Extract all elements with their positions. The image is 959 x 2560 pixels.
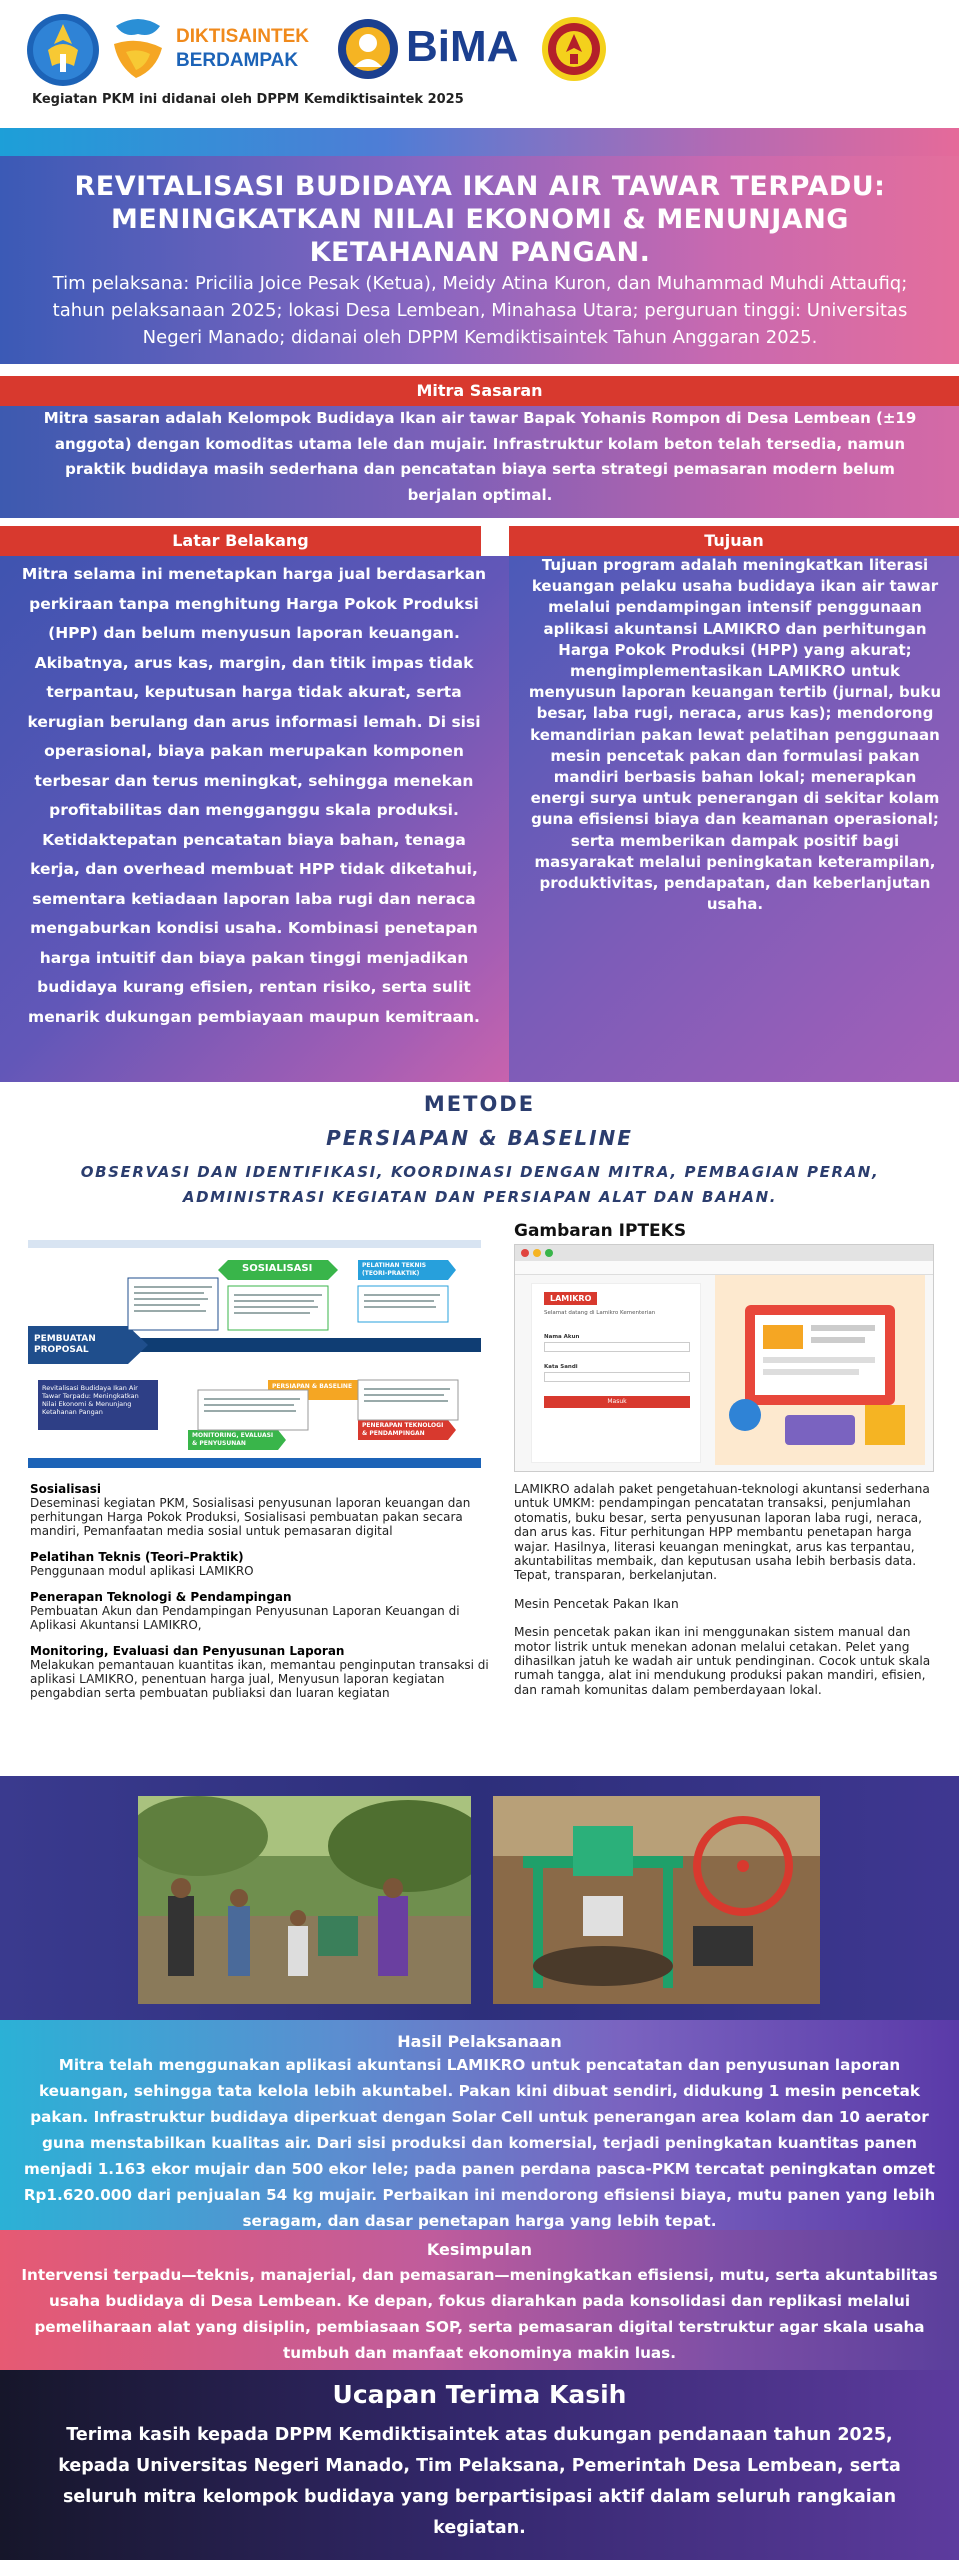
app-illustration bbox=[715, 1275, 925, 1465]
browser-tabbar bbox=[515, 1245, 934, 1261]
step-desc: Melakukan pemantauan kuantitas ikan, memantau penginputan transaksi di aplikasi LAMIKRO, penentuan harga jual, Menyusun laporan kegiatan pengabdian serta pembuatan publiaksi dan luaran kegiatan bbox=[30, 1658, 489, 1700]
logo-text-bima: BiMA bbox=[406, 22, 519, 71]
title-line-3: KETAHANAN PANGAN. bbox=[309, 237, 651, 268]
method-steps bbox=[30, 1482, 490, 1712]
diagram-label-pelatihan: PELATIHAN TEKNIS (TEORI-PRAKTIK) bbox=[362, 1262, 427, 1277]
tut-wuri-handayani-logo bbox=[24, 10, 102, 90]
login-field1-label: Nama Akun bbox=[544, 1334, 580, 1340]
login-username-input[interactable] bbox=[544, 1342, 690, 1352]
diagram-label-persiapan: PERSIAPAN & BASELINE bbox=[272, 1383, 353, 1390]
persiapan-title: PERSIAPAN & BASELINE bbox=[326, 1126, 633, 1150]
tujuan-text: Tujuan program adalah meningkatkan literasi keuangan pelaku usaha budidaya ikan air tawar melalui pendampingan intensif penggunaan aplikasi akuntansi LAMIKRO dan perhitungan Harga Pokok Produksi (HPP) yang akurat; mengimplementasikan LAMIKRO untuk menyusun laporan keuangan tertib (jurnal, buku besar, laba rugi, neraca, arus kas); mendorong kemandirian pakan lewat pelatihan penggunaan mesin pencetak pakan dan formulasi pakan mandiri berbasis bahan lokal; menerapkan energi surya untuk penerangan di sekitar kolam guna efisiensi biaya dan keamanan operasional; serta memberikan dampak positif bagi masyarakat melalui peningkatan keterampilan, produktivitas, pendapatan, dan keberlanjutan usaha. bbox=[528, 556, 942, 914]
terima-text: Terima kasih kepada DPPM Kemdiktisaintek atas dukungan pendanaan tahun 2025, kepada Universitas Negeri Manado, Tim Pelaksana, Pemerintah Desa Lembean, serta seluruh mitra kelompok budidaya yang berpartisipasi aktif dalam seluruh rangkaian kegiatan. bbox=[58, 2425, 901, 2538]
lamikro-brand: LAMIKRO bbox=[544, 1292, 597, 1305]
diagram-label-penerapan: PENERAPAN TEKNOLOGI & PENDAMPINGAN bbox=[362, 1422, 444, 1437]
login-tagline: Selamat datang di Lamikro Kementerian bbox=[544, 1310, 656, 1316]
logo-text-berdampak: BERDAMPAK bbox=[176, 50, 299, 71]
diagram-label-judul: Revitalisasi Budidaya Ikan Air Tawar Terpadu: Meningkatkan Nilai Ekonomi & Menunjang Ketahanan Pangan bbox=[42, 1384, 139, 1416]
observasi-text: OBSERVASI DAN IDENTIFIKASI, KOORDINASI DENGAN MITRA, PEMBAGIAN PERAN, ADMINISTRASI KEGIATAN DAN PERSIAPAN ALAT DAN BAHAN. bbox=[80, 1163, 880, 1206]
diktisaintek-emblem-icon bbox=[108, 16, 168, 82]
team-info: Tim pelaksana: Pricilia Joice Pesak (Ketua), Meidy Atina Kuron, dan Muhammad Muhdi Attaufiq; tahun pelaksanaan 2025; lokasi Desa Lembean, Minahasa Utara; perguruan tinggi: Universitas Negeri Manado; didanai oleh DPPM Kemdiktisaintek Tahun Anggaran 2025. bbox=[52, 273, 908, 348]
method-flow-diagram bbox=[28, 1240, 481, 1468]
login-button[interactable]: Masuk bbox=[544, 1396, 690, 1408]
login-card bbox=[531, 1283, 701, 1463]
diagram-label-sosialisasi: SOSIALISASI bbox=[242, 1263, 313, 1274]
ipteks-title: Gambaran IPTEKS bbox=[514, 1221, 687, 1241]
metode-title: METODE bbox=[423, 1092, 536, 1116]
kesimpulan-text: Intervensi terpadu—teknis, manajerial, dan pemasaran—meningkatkan efisiensi, mutu, serta akuntabilitas usaha budidaya di Desa Lembean. Ke depan, fokus diarahkan pada konsolidasi dan replikasi melalui pemeliharaan alat yang disiplin, pembiasaan SOP, serta pemasaran digital terstruktur agar skala usaha tumbuh dan manfaat ekonominya makin luas. bbox=[21, 2266, 938, 2362]
hasil-heading: Hasil Pelaksanaan bbox=[397, 2032, 562, 2051]
latar-text: Mitra selama ini menetapkan harga jual berdasarkan perkiraan tanpa menghitung Harga Pokok Produksi (HPP) dan belum menyusun laporan keuangan. Akibatnya, arus kas, margin, dan titik impas tidak terpantau, keputusan harga tidak akurat, serta kerugian berulang dan arus informasi lemah. Di sisi operasional, biaya pakan merupakan komponen terbesar dan terus meningkat, sehingga menekan profitabilitas dan mengganggu skala produksi. Ketidaktepatan pencatatan biaya bahan, tenaga kerja, dan overhead membuat HPP tidak diketahui, sementara ketiadaan laporan laba rugi dan neraca mengaburkan kondisi usaha. Kombinasi penetapan harga intuitif dan biaya pakan tinggi menjadikan budidaya kurang efisien, rentan risiko, serta sulit menarik dukungan pembiayaan maupun kemitraan. bbox=[21, 565, 487, 1026]
mitra-text: Mitra sasaran adalah Kelompok Budidaya Ikan air tawar Bapak Yohanis Rompon di Desa Lembean (±19 anggota) dengan komoditas utama lele dan mujair. Infrastruktur kolam beton telah tersedia, namun praktik budidaya masih sederhana dan pencatatan biaya serta strategi pemasaran modern belum berjalan optimal. bbox=[43, 409, 917, 504]
bima-logo bbox=[336, 14, 536, 84]
mesin-description: Mesin pencetak pakan ikan ini menggunakan sistem manual dan motor listrik untuk menekan adonan melalui cetakan. Pelet yang dihasilkan jatuh ke wadah air untuk pendinginan. Cocok untuk skala rumah tangga, alat ini mendukung produksi pakan mandiri, efisien, dan ramah komunitas dalam pemberdayaan lokal. bbox=[514, 1625, 931, 1697]
diktisaintek-berdampak-logo bbox=[108, 16, 333, 82]
step-title: Penerapan Teknologi & Pendampingan bbox=[30, 1590, 292, 1604]
header bbox=[0, 0, 959, 128]
diagram-label-monitoring: MONITORING, EVALUASI & PENYUSUNAN bbox=[192, 1432, 274, 1447]
bima-emblem-icon bbox=[336, 17, 400, 81]
mitra-heading: Mitra Sasaran bbox=[0, 376, 959, 406]
mesin-heading: Mesin Pencetak Pakan Ikan bbox=[514, 1596, 679, 1611]
step-title: Monitoring, Evaluasi dan Penyusunan Laporan bbox=[30, 1644, 345, 1658]
ipteks-description bbox=[514, 1482, 938, 1711]
kesimpulan-heading: Kesimpulan bbox=[426, 2240, 533, 2259]
funding-caption: Kegiatan PKM ini didanai oleh DPPM Kemdiktisaintek 2025 bbox=[32, 92, 464, 107]
logo-text-diktisaintek: DIKTISAINTEK bbox=[176, 26, 309, 47]
tujuan-heading: Tujuan bbox=[509, 526, 959, 556]
decorative-strip bbox=[0, 128, 959, 156]
step-title: Pelatihan Teknis (Teori–Praktik) bbox=[30, 1550, 244, 1564]
terima-heading: Ucapan Terima Kasih bbox=[332, 2380, 627, 2409]
window-max-icon bbox=[545, 1249, 553, 1257]
step-desc: Penggunaan modul aplikasi LAMIKRO bbox=[30, 1564, 254, 1578]
window-min-icon bbox=[533, 1249, 541, 1257]
lamikro-description: LAMIKRO adalah paket pengetahuan-teknologi akuntansi sederhana untuk UMKM: pendampingan pencatatan transaksi, penjumlahan otomatis, buku besar, serta penyusunan laporan laba rugi, neraca, dan arus kas. Fitur perhitungan HPP membantu penetapan harga wajar. Hasilnya, literasi keuangan meningkat, arus kas terpantau, akuntabilitas membaik, dan keputusan usaha lebih berbasis data. Tepat, transparan, berkelanjutan. bbox=[514, 1482, 930, 1583]
step-desc: Deseminasi kegiatan PKM, Sosialisasi penyusunan laporan keuangan dan perhitungan Harga Pokok Produksi, Sosialisasi pembuatan pakan secara mandiri, Pemanfaatan media sosial untuk pemasaran digital bbox=[30, 1496, 471, 1538]
title-line-1: REVITALISASI BUDIDAYA IKAN AIR TAWAR TERPADU: bbox=[74, 171, 886, 202]
title-line-2: MENINGKATKAN NILAI EKONOMI & MENUNJANG bbox=[111, 204, 849, 235]
lamikro-app-screenshot bbox=[514, 1244, 934, 1472]
university-seal-logo bbox=[540, 14, 608, 84]
photo-team-graphic bbox=[138, 1796, 471, 2004]
latar-heading: Latar Belakang bbox=[0, 526, 481, 556]
browser-addressbar bbox=[515, 1261, 934, 1275]
step-desc: Pembuatan Akun dan Pendampingan Penyusunan Laporan Keuangan di Aplikasi Akuntansi LAMIKRO, bbox=[30, 1604, 460, 1632]
photo-machine-graphic bbox=[493, 1796, 820, 2004]
step-title: Sosialisasi bbox=[30, 1482, 101, 1496]
hasil-text: Mitra telah menggunakan aplikasi akuntansi LAMIKRO untuk pencatatan dan penyusunan laporan keuangan, sehingga tata kelola lebih akuntabel. Pakan kini dibuat sendiri, didukung 1 mesin pencetak pakan. Infrastruktur budidaya diperkuat dengan Solar Cell untuk penerangan area kolam dan 10 aerator guna menstabilkan kualitas air. Dari sisi produksi dan komersial, terjadi peningkatan kuantitas panen menjadi 1.163 ekor mujair dan 500 ekor lele; pada panen perdana pasca-PKM tercatat peningkatan omzet Rp1.620.000 dari penjualan 54 kg mujair. Perbaikan ini mendorong efisiensi biaya, mutu panen yang lebih seragam, dan dasar penetapan harga yang lebih tepat. bbox=[23, 2056, 936, 2230]
login-password-input[interactable] bbox=[544, 1372, 690, 1382]
photo-team-with-machine bbox=[138, 1796, 471, 2004]
login-field2-label: Kata Sandi bbox=[544, 1364, 578, 1370]
window-close-icon bbox=[521, 1249, 529, 1257]
diagram-label-pembuatan: PEMBUATAN PROPOSAL bbox=[34, 1334, 96, 1355]
photo-feed-machine bbox=[493, 1796, 820, 2004]
poster-title bbox=[40, 170, 920, 269]
